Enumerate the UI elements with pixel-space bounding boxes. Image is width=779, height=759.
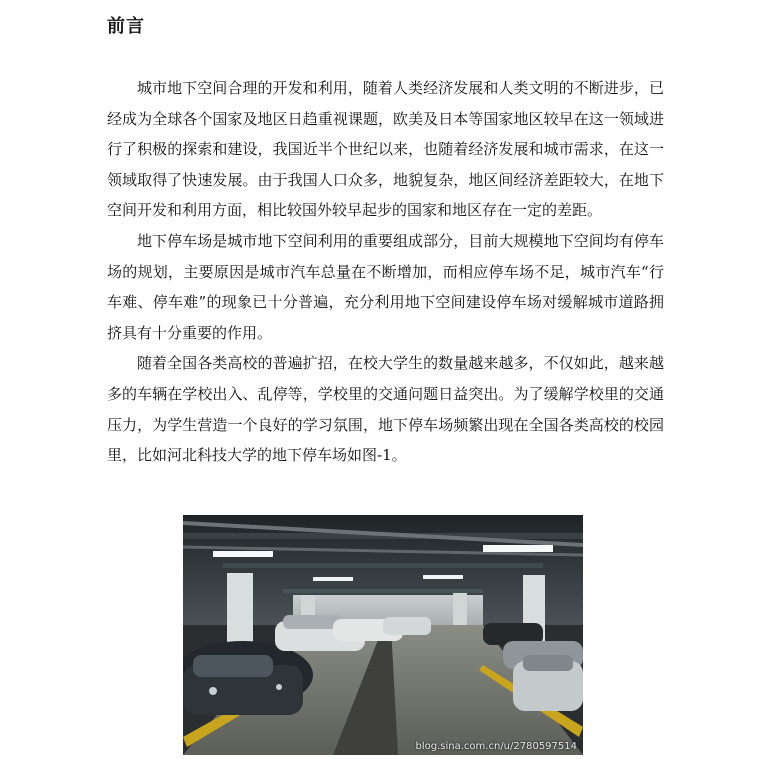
body-text	[107, 73, 664, 471]
paragraph-1: 城市地下空间合理的开发和利用，随着人类经济发展和人类文明的不断进步，已经成为全球各个国家及地区日趋重视课题，欧美及日本等国家地区较早在这一领域进行了积极的探索和建设，我国近半个世纪以来，也随着经济发展和城市需求，在这一领域取得了快速发展。由于我国人口众多，地貌复杂，地区间经济差距较大，在地下空间开发和利用方面，相比较国外较早起步的国家和地区存在一定的差距。	[107, 79, 664, 220]
paragraph-2: 地下停车场是城市地下空间利用的重要组成部分，目前大规模地下空间均有停车场的规划，主要原因是城市汽车总量在不断增加，而相应停车场不足，城市汽车“行车难、停车难”的现象已十分普遍，充分利用地下空间建设停车场对缓解城市道路拥挤具有十分重要的作用。	[107, 231, 664, 342]
section-heading: 前言	[107, 16, 145, 37]
image-watermark: blog.sina.com.cn/u/2780597514	[415, 741, 577, 752]
parking-garage-illustration	[183, 515, 583, 755]
parking-garage-photo	[183, 515, 583, 755]
paragraph-3: 随着全国各类高校的普遍扩招，在校大学生的数量越来越多，不仅如此，越来越多的车辆在学校出入、乱停等，学校里的交通问题日益突出。为了缓解学校里的交通压力，为学生营造一个良好的学习氛围，地下停车场频繁出现在全国各类高校的校园里，比如河北科技大学的地下停车场如图-1。	[107, 354, 664, 465]
